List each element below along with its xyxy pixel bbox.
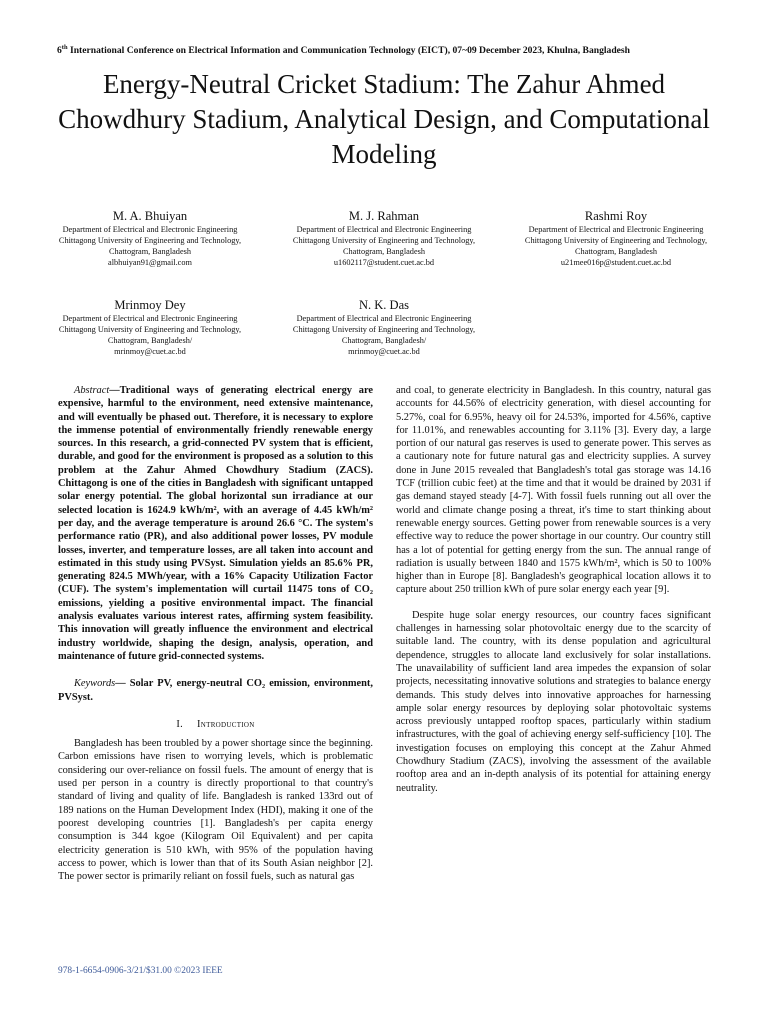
right-column [396, 384, 711, 795]
keywords-dash: — [115, 678, 130, 690]
author-dept: Department of Electrical and Electronic Engineering [528, 225, 704, 234]
author-email: albhuiyan91@gmail.com [108, 258, 192, 267]
author-dept: Department of Electrical and Electronic Engineering [296, 225, 472, 234]
author-univ: Chittagong University of Engineering and Technology, Chattogram, Bangladesh [58, 236, 242, 256]
author-name: Rashmi Roy [584, 209, 648, 223]
paper-title: Energy-Neutral Cricket Stadium: The Zahur Ahmed Chowdhury Stadium, Analytical Design, and Computational Modeling [58, 69, 710, 169]
author-name: M. A. Bhuiyan [112, 209, 188, 223]
intro-paragraph-continued: and coal, to generate electricity in Bangladesh. In this country, natural gas accounts for 44.56% of electricity generation, with diesel accounting for 5.27%, coal for 6.95%, heavy oil for 24.53%, imported for 4.56%, captive for 11.01%, and renewables accounting for 3.11% [3]. Every day, a large portion of our natural gas reserves is used to generate power. This serves as a cautionary note for future natural gas and electricity supplies. A survey done in June 2015 revealed that Bangladesh's total gas storage was 14.16 TCF (trillion cubic feet) at the time and that it would be drained by 2031 if gas demand stayed steady [4-7]. With fossil fuels running out all over the world and climate change posing a threat, it's time to start thinking about renewable energy sources. Getting power from renewable sources is a very effective way to reduce the power shortage in our country. Our country still has a lot of potential for getting energy from the sun. The annual range of radiation is usually between 1840 and 1575 kWh/m², which is 50 to 100% higher than in Europe [8]. Bangladesh's geographical location allows it to capture about 250 trillion kWh of pure solar energy each year [9]. [396, 385, 711, 596]
intro-paragraph: Despite huge solar energy resources, our country faces significant challenges in harnessing solar photovoltaic energy due to the scarcity of suitable land. The country, with its dense population and agricultural dependence, struggles to allocate land exclusively for solar installations. The unavailability of sufficient land area impedes the expansion of solar projects, necessitating innovative solutions and strategies to balance energy demands. This study delves into innovative approaches for harnessing ample solar energy resources by deploying solar photovoltaic systems across previously untapped rooftop spaces, particularly within stadium infrastructures, with the goal of achieving energy self-sufficiency [10]. The investigation focuses on employing this concept at the Zahur Ahmed Chowdhury Stadium (ZACS), involving the assessment of the available rooftop area and an in-depth analysis of its potential for attaining energy neutrality. [396, 609, 711, 794]
author-name: N. K. Das [359, 298, 409, 312]
author-block [284, 297, 484, 357]
author-univ: Chittagong University of Engineering and Technology, Chattogram, Bangladesh [292, 236, 476, 256]
author-dept: Department of Electrical and Electronic Engineering [296, 314, 472, 323]
abstract [58, 384, 373, 663]
author-dept: Department of Electrical and Electronic Engineering [62, 314, 238, 323]
section-number: I. [176, 718, 184, 730]
author-block [516, 208, 716, 268]
intro-paragraph: Bangladesh has been troubled by a power shortage since the beginning. Carbon emissions have risen to worrying levels, which is problematic considering our over-reliance on fossil fuels. The amount of energy that is used per person in a country is directly proportional to that country's standard of living and quality of life. Bangladesh is ranked 133rd out of 189 nations on the Human Development Index (HDI), making it one of the poorest developing countries [1]. Bangladesh's per capita energy consumption is 344 kgoe (Kilogram Oil Equivalent) and per capita electricity generation is 510 kWh, with 95% of the population having access to power, which is lower than that of its South Asian neighbor [2]. The power sector is primarily reliant on fossil fuels, such as natural gas [58, 738, 373, 883]
conference-text: International Conference on Electrical Information and Communication Technology (EICT), 07~09 December 2023, Khulna, Bangladesh [67, 45, 630, 57]
abstract-label: Abstract [74, 385, 110, 396]
conference-number: 6 [57, 45, 62, 57]
author-block [50, 297, 250, 357]
author-name: M. J. Rahman [348, 209, 420, 223]
author-univ: Chittagong University of Engineering and Technology, Chattogram, Bangladesh/ [292, 325, 476, 345]
abstract-dash: — [109, 385, 120, 396]
author-name: Mrinmoy Dey [114, 298, 186, 312]
section-title: Introduction [197, 718, 255, 730]
author-block [50, 208, 250, 268]
abstract-text: Traditional ways of generating electrical energy are expensive, harmful to the environment, need extensive maintenance, and will eventually be phased out. Therefore, it is necessary to explore the immense potential of environmentally friendly renewable energy sources. In this research, a grid-connected PV system that is efficient, durable, and good for the environment is proposed as a solution to this problem at the Zahur Ahmed Chowdhury Stadium (ZACS). Chittagong is one of the cities in Bangladesh with significant untapped solar energy potential. The global horizontal sun irradiance at our selected location is 1624.9 kWh/m², with an average of 4.45 kWh/m² per day, and the average temperature is around 26.6 °C. The system's performance ratio (PR), and also additional power losses, PV module losses, inverter, and temperature losses, are all taken into account and estimated in this study using PVSyst. Simulation yields an 85.6% PR, generating 824.5 MWh/year, with a 16% Capacity Utilization Factor (CUF). The system's implementation will curtail 11475 tons of CO₂ emissions, yielding a positive environmental impact. The financial analysis evaluates various interest rates, affirming system feasibility. This innovation will greatly influence the environment and electrical industry worldwide, shaping the design, analysis, operation, and maintenance of future grid-connected systems. [58, 385, 373, 662]
copyright-footer: 978-1-6654-0906-3/21/$31.00 ©2023 IEEE [58, 966, 223, 976]
author-email: mrinmoy@cuet.ac.bd [348, 347, 420, 356]
keywords [58, 677, 373, 704]
conference-number-suffix: th [61, 44, 68, 51]
author-univ: Chittagong University of Engineering and Technology, Chattogram, Bangladesh/ [58, 325, 242, 345]
keywords-label: Keywords [74, 678, 116, 690]
left-column [58, 384, 373, 883]
keywords-text: Solar PV, energy-neutral CO₂ emission, environment, PVSyst. [58, 678, 373, 703]
section-heading [58, 718, 373, 731]
author-block [284, 208, 484, 268]
author-email: u1602117@student.cuet.ac.bd [333, 258, 435, 267]
author-email: mrinmoy@cuet.ac.bd [114, 347, 186, 356]
conference-header [57, 42, 717, 57]
author-dept: Department of Electrical and Electronic Engineering [62, 225, 238, 234]
author-email: u21mee016p@student.cuet.ac.bd [560, 258, 672, 267]
author-univ: Chittagong University of Engineering and Technology, Chattogram, Bangladesh [524, 236, 708, 256]
